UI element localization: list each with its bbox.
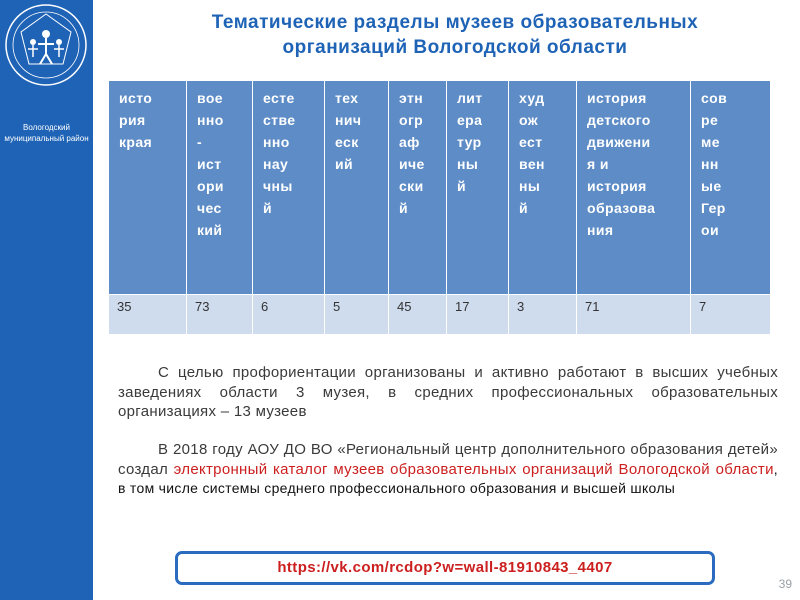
header-line: ния — [587, 222, 614, 238]
header-line: ре — [701, 112, 719, 128]
header-line: края — [119, 134, 153, 150]
header-line: ий — [335, 156, 354, 172]
header-line: чны — [263, 178, 293, 194]
header-line: ест — [519, 134, 543, 150]
header-line: кий — [197, 222, 223, 238]
header-line: ны — [457, 156, 479, 172]
header-line: иче — [399, 156, 425, 172]
header-line: лит — [457, 90, 483, 106]
header-line: есте — [263, 90, 295, 106]
header-line: история — [587, 90, 647, 106]
table-header-row — [109, 81, 771, 295]
header-cell — [389, 81, 447, 295]
header-line: детского — [587, 112, 651, 128]
header-cell — [325, 81, 389, 295]
header-line: стве — [263, 112, 296, 128]
paragraph-1-text: С целью профориентации организованы и активно работают в высших учебных заведениях области 3 музея, в средних профессиональных образовательных организациях – 13 музеев — [118, 364, 778, 420]
paragraph-career-guidance — [118, 363, 778, 422]
header-line: й — [399, 200, 409, 216]
sidebar — [0, 0, 93, 600]
header-line: история — [587, 178, 647, 194]
header-line: ски — [399, 178, 424, 194]
header-line: ера — [457, 112, 483, 128]
header-line: аф — [399, 134, 420, 150]
header-line: вое — [197, 90, 223, 106]
value-cell: 7 — [691, 295, 771, 335]
header-line: ист — [197, 156, 222, 172]
header-cell — [691, 81, 771, 295]
header-line: Гер — [701, 200, 726, 216]
header-cell — [509, 81, 577, 295]
header-line: худ — [519, 90, 545, 106]
header-line: ны — [519, 178, 541, 194]
header-cell — [109, 81, 187, 295]
value-cell: 17 — [447, 295, 509, 335]
catalog-highlight: электронный каталог музеев образовательных организаций Вологодской области — [173, 460, 774, 478]
vk-link[interactable]: https://vk.com/rcdop?w=wall-81910843_4407 — [175, 551, 715, 585]
title-line-2: организаций Вологодской области — [282, 37, 628, 58]
value-cell: 45 — [389, 295, 447, 335]
header-cell — [447, 81, 509, 295]
header-cell — [187, 81, 253, 295]
header-line: нн — [701, 156, 719, 172]
header-line: ме — [701, 134, 720, 150]
header-line: тех — [335, 90, 359, 106]
header-line: нно — [197, 112, 224, 128]
header-line: ые — [701, 178, 722, 194]
header-line: движени — [587, 134, 651, 150]
header-line: огр — [399, 112, 424, 128]
title-line-1: Тематические разделы музеев образовательных — [211, 12, 699, 33]
header-line: сов — [701, 90, 728, 106]
header-line: рия — [119, 112, 146, 128]
header-line: нно — [263, 134, 290, 150]
table-row — [109, 295, 771, 335]
org-name: Вологодский муниципальный район — [4, 123, 89, 143]
header-line: исто — [119, 90, 153, 106]
header-line: й — [519, 200, 529, 216]
header-line: ож — [519, 112, 539, 128]
slide-number: 39 — [778, 577, 792, 591]
header-line: нау — [263, 156, 289, 172]
value-cell: 71 — [577, 295, 691, 335]
header-line: вен — [519, 156, 545, 172]
header-line: я и — [587, 156, 609, 172]
museum-sections-table — [108, 80, 771, 335]
header-line: - — [197, 134, 203, 150]
paragraph-2-start: В 2018 году АОУ ДО ВО «Региональный центр дополнительного образования детей» создал — [118, 441, 778, 478]
district-logo-icon — [3, 2, 89, 88]
page-title — [110, 10, 800, 60]
header-cell — [253, 81, 325, 295]
paragraph-2-end: , в том числе системы среднего профессионального образования и высшей школы — [118, 460, 778, 496]
header-line: еск — [335, 134, 359, 150]
header-line: чес — [197, 200, 222, 216]
header-line: ори — [197, 178, 224, 194]
header-line: й — [263, 200, 273, 216]
header-line: ои — [701, 222, 719, 238]
header-line: й — [457, 178, 467, 194]
header-line: образова — [587, 200, 656, 216]
value-cell: 35 — [109, 295, 187, 335]
value-cell: 5 — [325, 295, 389, 335]
value-cell: 73 — [187, 295, 253, 335]
paragraph-catalog — [118, 440, 778, 499]
header-line: нич — [335, 112, 362, 128]
header-line: тур — [457, 134, 482, 150]
header-line: этн — [399, 90, 424, 106]
value-cell: 3 — [509, 295, 577, 335]
value-cell: 6 — [253, 295, 325, 335]
header-cell — [577, 81, 691, 295]
